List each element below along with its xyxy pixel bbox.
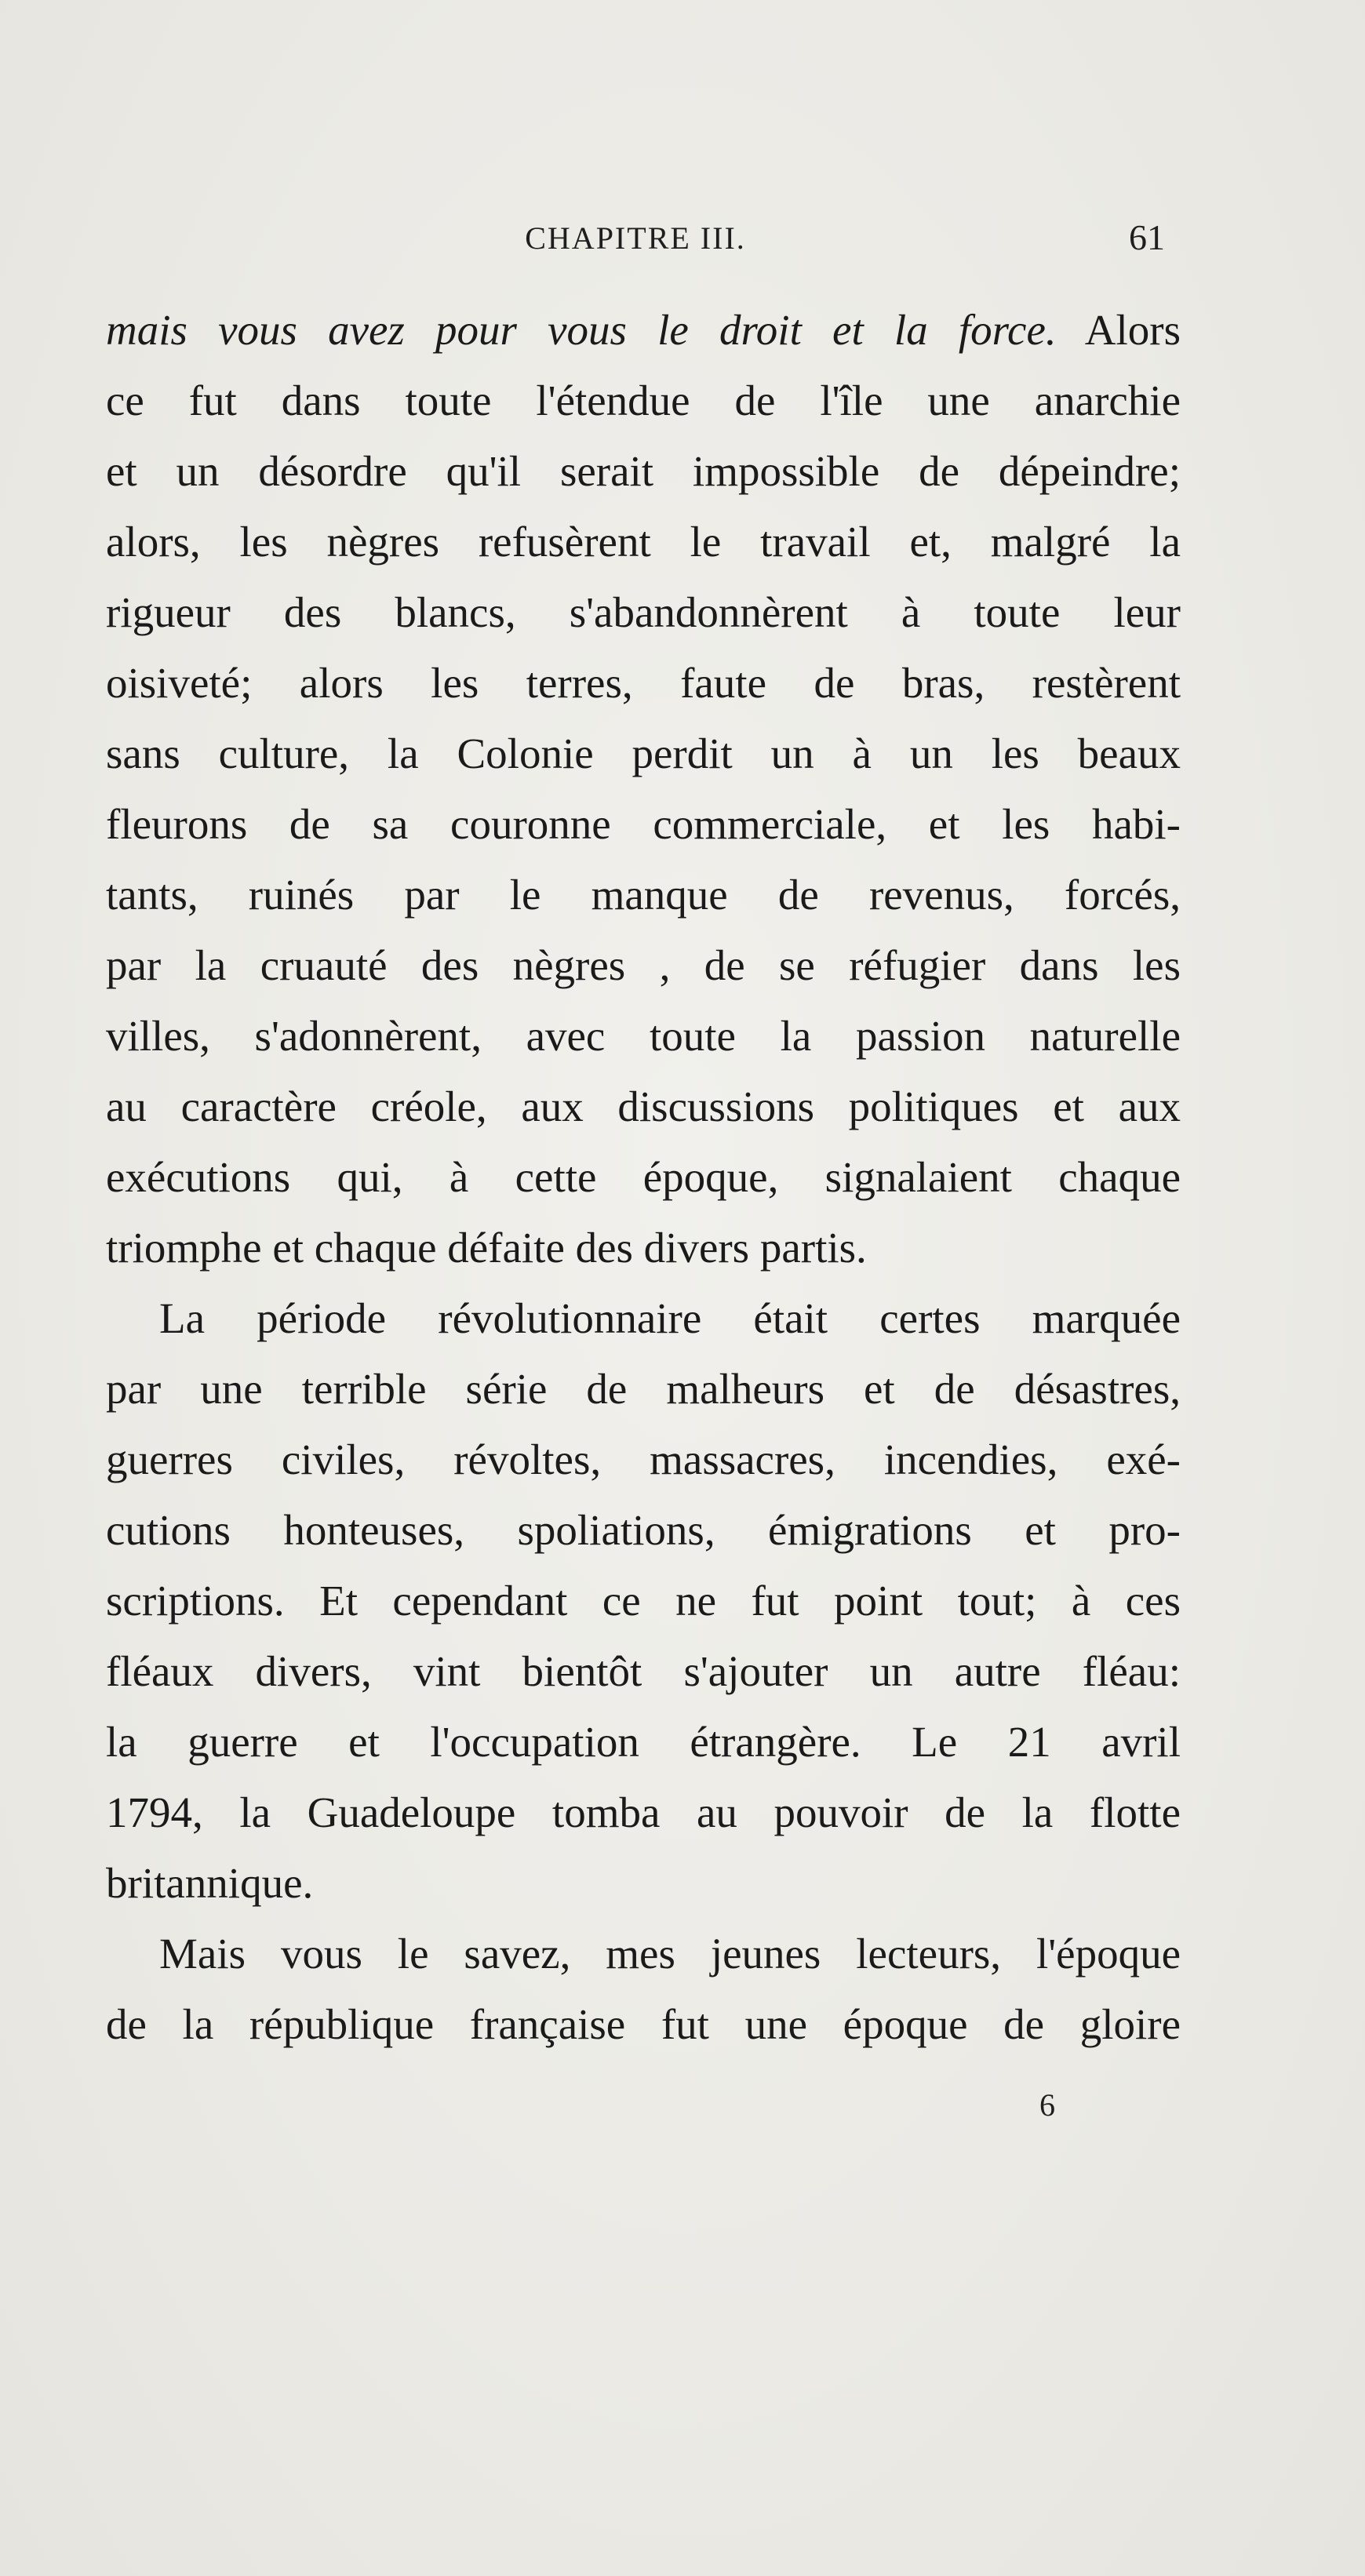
text-line: par une terrible série de malheurs et de désastres, [106,1365,1181,1413]
text-line: guerres civiles, révoltes, massacres, incendies, exé- [106,1435,1181,1483]
text-line: villes, s'adonnèrent, avec toute la passion naturelle [106,1012,1181,1060]
text-line: fleurons de sa couronne commerciale, et les habi- [106,800,1181,848]
signature-mark: 6 [1039,2087,1055,2123]
text-line: tants, ruinés par le manque de revenus, forcés, [106,871,1181,919]
running-head [106,217,1165,267]
text-line: rigueur des blancs, s'abandonnèrent à toute leur [106,588,1181,636]
text-line: exécutions qui, à cette époque, signalaient chaque [106,1153,1181,1201]
text-line: triomphe et chaque défaite des divers partis. [106,1224,867,1272]
page-number: 61 [1129,217,1165,257]
text-line: fléaux divers, vint bientôt s'ajouter un autre fléau: [106,1647,1181,1695]
text-line: Mais vous le savez, mes jeunes lecteurs, l'époque [159,1930,1181,1977]
text-line: de la république française fut une époque de gloire [106,2000,1181,2048]
text-line: oisiveté; alors les terres, faute de bras, restèrent [106,659,1181,707]
text-line: sans culture, la Colonie perdit un à un les beaux [106,730,1181,777]
chapter-heading: CHAPITRE III. [525,220,746,256]
text-line: et un désordre qu'il serait impossible de dépeindre; [106,447,1181,495]
text-line: cutions honteuses, spoliations, émigrations et pro- [106,1506,1181,1554]
body-text [106,295,1181,2060]
text-line: scriptions. Et cependant ce ne fut point tout; à ces [106,1577,1181,1625]
text-line: alors, les nègres refusèrent le travail et, malgré la [106,518,1181,566]
text-fragment: Alors [1084,306,1181,354]
text-line [106,295,1181,366]
text-line: britannique. [106,1859,314,1907]
text-line: au caractère créole, aux discussions politiques et aux [106,1082,1181,1130]
text-line: ce fut dans toute l'étendue de l'île une anarchie [106,377,1181,424]
text-line: la guerre et l'occupation étrangère. Le 21 avril [106,1718,1181,1766]
text-line: La période révolutionnaire était certes marquée [159,1294,1181,1342]
text-line: 1794, la Guadeloupe tomba au pouvoir de la flotte [106,1788,1181,1836]
italic-text: mais vous avez pour vous le droit et la force. [106,306,1057,354]
text-line: par la cruauté des nègres , de se réfugier dans les [106,941,1181,989]
